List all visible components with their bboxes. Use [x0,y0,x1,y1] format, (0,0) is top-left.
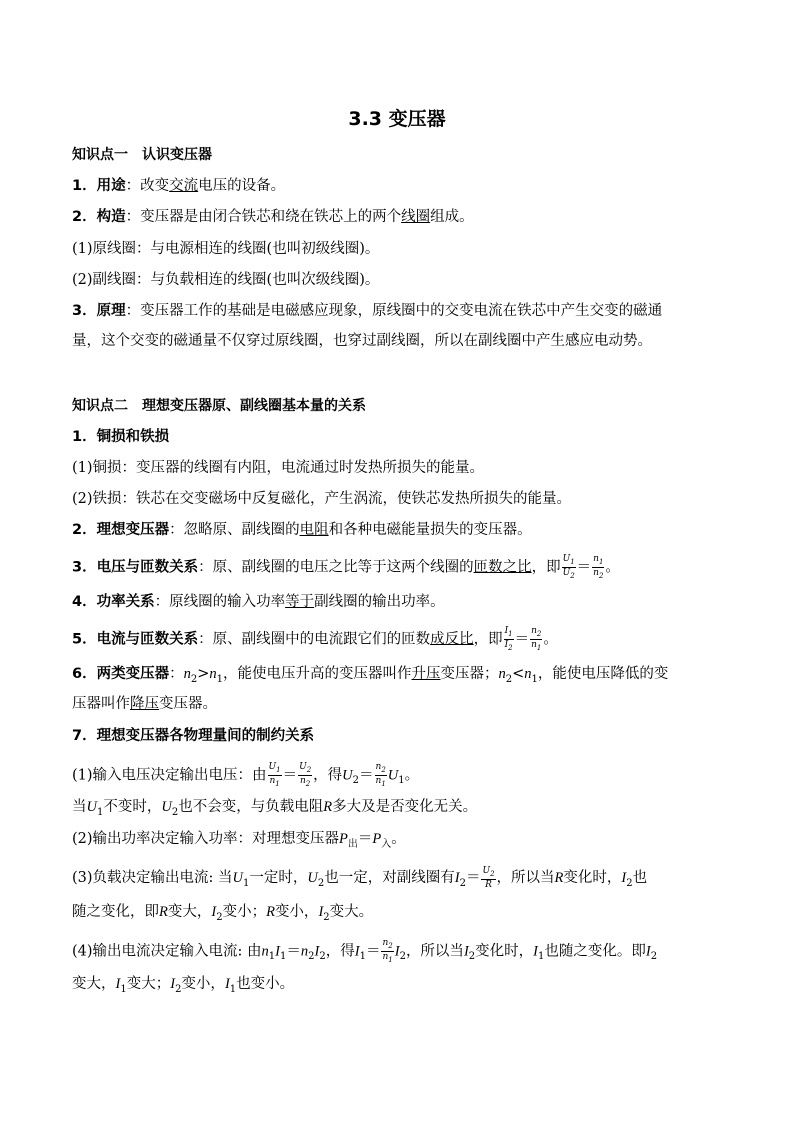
s2-line-15: 随之变化，即R变大，$I_2$变小；R变小，$I_2$变大。 [72,904,374,923]
s2-line-2: (1)铜损：变压器的线圈有内阻，电流通过时发热所损失的能量。 [72,460,485,476]
s1-line-5: 3．原理：变压器工作的基础是电磁感应现象，原线圈中的交变电流在铁芯中产生交变的磁通 [72,303,663,319]
s2-line-7: 5．电流与匝数关系：原、副线圈中的电流跟它们的匝数成反比，即 $\frac{I_1}{I_2}$ ＝ $\frac{n_2}{n_1}$ 。 [72,626,558,652]
s2-line-16: (4)输出电流决定输入电流: 由$n_1I_1=n_2I_2$，得$I_1=$ $\frac{n_2}{n_1}$ $I_2$，所以当$I_2$变化时，$I_1$也随之变化。即$I_2$ [72,938,658,964]
formula-n2-over-n1: $\frac{n_2}{n_1}$ [531,626,542,652]
formula-n1-over-n2: $\frac{n_1}{n_2}$ [593,554,604,580]
s2-line-3: (2)铁损：铁芯在交变磁场中反复磁化，产生涡流，使铁芯发热所损失的能量。 [72,491,572,507]
s2-line-4: 2．理想变压器：忽略原、副线圈的电阻和各种电磁能量损失的变压器。 [72,522,532,538]
s2-line-17: 变大，$I_1$变大；$I_2$变小，$I_1$也变小。 [72,976,295,995]
s2-line-9: 压器叫作降压变压器。 [72,696,217,712]
formula-u1-over-u2: $\frac{U_1}{U_2}$ [562,554,575,580]
formula-u1-over-n1: $\frac{U_1}{n_1}$ [268,762,281,788]
s2-line-11: (1)输入电压决定输出电压：由 $\frac{U_1}{n_1}$ ＝ $\frac{U_2}{n_2}$ ，得$U_2=$ $\frac{n_2}{n_1}$ $U_1$。 [72,762,420,788]
section-2-heading: 知识点二 理想变压器原、副线圈基本量的关系 [72,398,366,414]
s2-line-6: 4．功率关系：原线圈的输入功率等于副线圈的输出功率。 [72,594,445,610]
formula-i1-over-i2: $\frac{I_1}{I_2}$ [504,626,513,652]
s1-line-6: 量，这个交变的磁通量不仅穿过原线圈，也穿过副线圈，所以在副线圈中产生感应电动势。 [72,333,652,349]
section-1-heading: 知识点一 认识变压器 [72,147,212,163]
s1-line-1: 1．用途：改变交流电压的设备。 [72,178,286,194]
formula-u2-over-n2: $\frac{U_2}{n_2}$ [299,762,312,788]
s2-line-1: 1．铜损和铁损 [72,429,170,445]
s2-line-10: 7．理想变压器各物理量间的制约关系 [72,728,315,744]
s2-line-14: (3)负载决定输出电流: 当$U_1$一定时，$U_2$也一定，对副线圈有$I_2=$ $\frac{U_2}{R}$ ，所以当R变化时，$I_2$也 [72,866,648,890]
s1-line-4: (2)副线圈：与负载相连的线圈(也叫次级线圈)。 [72,272,380,288]
s2-line-5: 3．电压与匝数关系：原、副线圈的电压之比等于这两个线圈的匝数之比，即 $\frac{U_1}{U_2}$ ＝ $\frac{n_1}{n_2}$ 。 [72,554,620,580]
s2-line-12: 当$U_1$不变时，$U_2$也不会变，与负载电阻R多大及是否变化无关。 [72,799,478,818]
formula-n2-over-n1-b: $\frac{n_2}{n_1}$ [375,762,386,788]
s1-line-3: (1)原线圈：与电源相连的线圈(也叫初级线圈)。 [72,241,380,257]
formula-u2-over-r: $\frac{U_2}{R}$ [482,866,495,890]
page-title: 3.3 变压器 [348,108,446,130]
s2-line-8: 6．两类变压器：$n_2>n_1$，能使电压升高的变压器叫作升压变压器；$n_2<n_1$，能使电压降低的变 [72,666,669,685]
formula-n2-over-n1-c: $\frac{n_2}{n_1}$ [382,938,393,964]
s2-line-13: (2)输出功率决定输入功率：对理想变压器$P_出=P_入$。 [72,831,406,850]
s1-line-2: 2．构造：变压器是由闭合铁芯和绕在铁芯上的两个线圈组成。 [72,209,474,225]
